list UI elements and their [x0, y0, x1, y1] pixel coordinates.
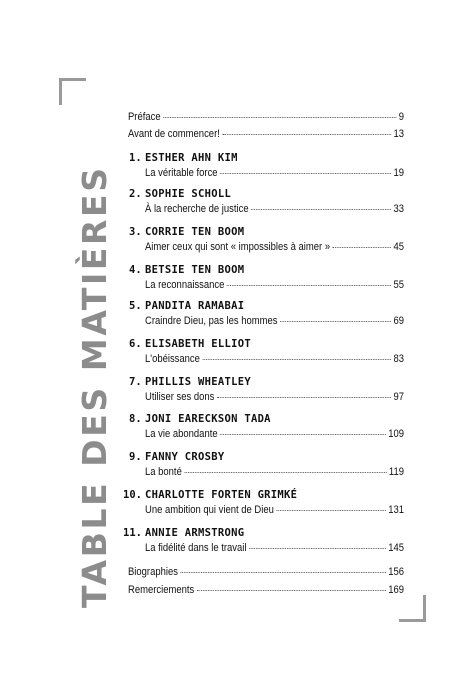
chapter-number: 2.: [129, 188, 142, 200]
dot-leader: [203, 359, 391, 360]
toc-entry: [128, 111, 404, 123]
page-number: 55: [393, 279, 404, 291]
toc-entry: [145, 466, 404, 478]
chapter-name: JONI EARECKSON TADA: [145, 413, 271, 425]
page-number: 119: [388, 466, 404, 478]
entry-label: À la recherche de justice: [145, 203, 249, 215]
page-number: 169: [388, 584, 404, 596]
chapter-number: 1.: [129, 152, 142, 164]
dot-leader: [181, 572, 386, 573]
page-number: 156: [388, 566, 404, 578]
dot-leader: [184, 472, 386, 473]
entry-label: Avant de commencer!: [128, 128, 220, 140]
dot-leader: [222, 134, 390, 135]
chapter-number: 10.: [123, 489, 142, 501]
page-number: 13: [393, 128, 404, 140]
entry-label: La reconnaissance: [145, 279, 225, 291]
page-number: 69: [393, 315, 404, 327]
chapter-name: CORRIE TEN BOOM: [145, 226, 245, 238]
page-number: 19: [393, 167, 404, 179]
page-number: 131: [388, 504, 404, 516]
toc-entry: [145, 391, 404, 403]
toc-entry: [145, 542, 404, 554]
dot-leader: [163, 117, 396, 118]
toc-entry: [145, 504, 404, 516]
page-title: TABLE DES MATIÈRES: [75, 165, 114, 608]
entry-label: Craindre Dieu, pas les hommes: [145, 315, 278, 327]
toc-entry: [145, 203, 404, 215]
dot-leader: [220, 434, 385, 435]
page-number: 97: [393, 391, 404, 403]
page-number: 9: [398, 111, 404, 123]
chapter-name: ESTHER AHN KIM: [145, 152, 238, 164]
chapter-name: SOPHIE SCHOLL: [145, 188, 232, 200]
dot-leader: [251, 209, 391, 210]
entry-label: La fidélité dans le travail: [145, 542, 247, 554]
page-number: 33: [393, 203, 404, 215]
toc-entry: [145, 315, 404, 327]
chapter-name: BETSIE TEN BOOM: [145, 264, 245, 276]
dot-leader: [276, 510, 385, 511]
chapter-name: PANDITA RAMABAI: [145, 300, 245, 312]
toc-entry: [145, 167, 404, 179]
toc-entry: [145, 428, 404, 440]
entry-label: Biographies: [128, 566, 178, 578]
chapter-name: ELISABETH ELLIOT: [145, 338, 251, 350]
entry-label: La véritable force: [145, 167, 218, 179]
chapter-name: ANNIE ARMSTRONG: [145, 527, 245, 539]
chapter-number: 11.: [123, 527, 142, 539]
toc-entry: [145, 241, 404, 253]
dot-leader: [249, 548, 386, 549]
entry-label: Remerciements: [128, 584, 195, 596]
entry-label: Préface: [128, 111, 161, 123]
chapter-name: CHARLOTTE FORTEN GRIMKÉ: [145, 489, 298, 501]
chapter-number: 6.: [129, 338, 142, 350]
page-number: 145: [388, 542, 404, 554]
entry-label: Une ambition qui vient de Dieu: [145, 504, 274, 516]
dot-leader: [227, 285, 391, 286]
toc-entry: [145, 279, 404, 291]
dot-leader: [220, 173, 391, 174]
chapter-number: 9.: [129, 451, 142, 463]
entry-label: La bonté: [145, 466, 182, 478]
dot-leader: [197, 590, 386, 591]
chapter-number: 8.: [129, 413, 142, 425]
chapter-number: 3.: [129, 226, 142, 238]
chapter-number: 5.: [129, 300, 142, 312]
entry-label: L'obéissance: [145, 353, 200, 365]
toc-entry: [128, 566, 404, 578]
toc-entry: [128, 584, 404, 596]
chapter-number: 7.: [129, 376, 142, 388]
dot-leader: [280, 321, 391, 322]
dot-leader: [333, 247, 391, 248]
dot-leader: [217, 397, 391, 398]
page-number: 45: [393, 241, 404, 253]
toc-entry: [128, 128, 404, 140]
entry-label: Aimer ceux qui sont « impossibles à aimer »: [145, 241, 331, 253]
chapter-name: PHILLIS WHEATLEY: [145, 376, 251, 388]
entry-label: Utiliser ses dons: [145, 391, 215, 403]
toc-entry: [145, 353, 404, 365]
chapter-name: FANNY CROSBY: [145, 451, 225, 463]
page-number: 109: [388, 428, 404, 440]
page-number: 83: [393, 353, 404, 365]
entry-label: La vie abondante: [145, 428, 218, 440]
chapter-number: 4.: [129, 264, 142, 276]
